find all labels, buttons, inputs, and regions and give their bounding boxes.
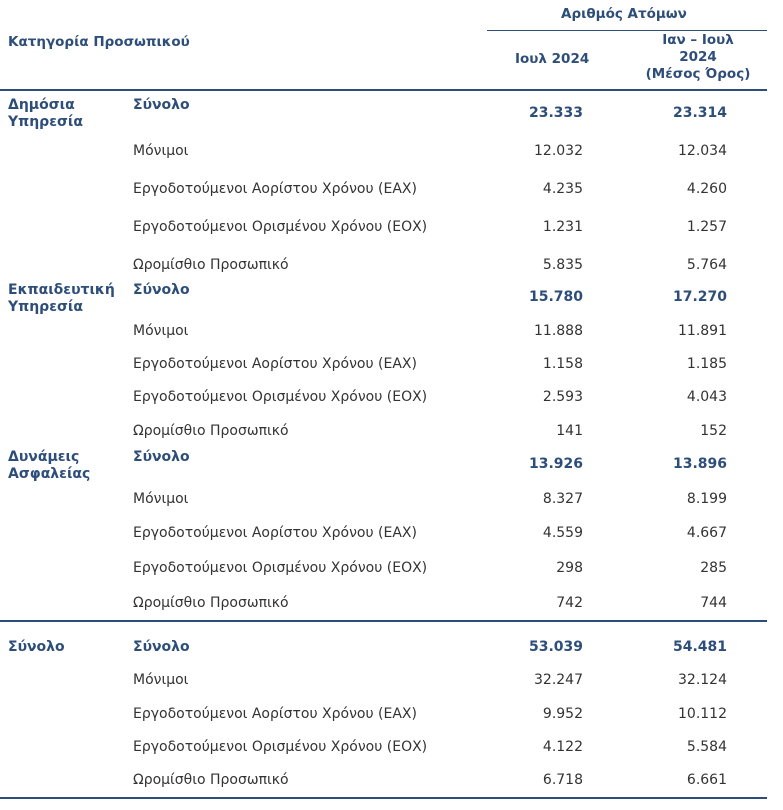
cell-jul: 9.952 — [542, 706, 583, 722]
cell-jul: 4.559 — [542, 525, 583, 541]
cell-jul: 4.122 — [542, 739, 583, 755]
row-label: Εργοδοτούμενοι Αορίστου Χρόνου (ΕΑΧ) — [133, 356, 417, 372]
section-name-public-service — [8, 97, 83, 131]
row-label: Ωρομίσθιο Προσωπικό — [133, 423, 289, 439]
cell-avg: 11.891 — [678, 323, 727, 339]
row-label: Εργοδοτούμενοι Αορίστου Χρόνου (ΕΑΧ) — [133, 525, 417, 541]
cell-jul: 12.032 — [534, 143, 583, 159]
row-label: Ωρομίσθιο Προσωπικό — [133, 772, 289, 788]
cell-jul: 6.718 — [542, 772, 583, 788]
cell-avg: 54.481 — [672, 639, 727, 655]
row-label: Μόνιμοι — [133, 491, 189, 507]
column-header-avg-line1: Ιαν – Ιουλ — [662, 32, 734, 48]
cell-avg: 10.112 — [678, 706, 727, 722]
cell-avg: 6.661 — [686, 772, 727, 788]
cell-avg: 32.124 — [678, 672, 727, 688]
section-name-line1: Εκπαιδευτική — [8, 282, 115, 298]
cell-avg: 5.764 — [686, 257, 727, 273]
cell-jul: 141 — [556, 423, 583, 439]
cell-avg: 4.667 — [686, 525, 727, 541]
header-bottom-rule — [0, 89, 767, 91]
column-header-jul: Ιουλ 2024 — [515, 51, 590, 67]
category-header: Κατηγορία Προσωπικού — [8, 34, 190, 50]
row-label: Σύνολο — [133, 449, 190, 465]
row-label: Μόνιμοι — [133, 672, 189, 688]
section-name-education-service — [8, 282, 115, 316]
cell-jul: 742 — [556, 595, 583, 611]
cell-jul: 53.039 — [528, 639, 583, 655]
cell-jul: 11.888 — [534, 323, 583, 339]
cell-jul: 23.333 — [528, 105, 583, 121]
row-label: Ωρομίσθιο Προσωπικό — [133, 595, 289, 611]
section-name-line1: Σύνολο — [8, 639, 65, 655]
row-label: Εργοδοτούμενοι Αορίστου Χρόνου (ΕΑΧ) — [133, 181, 417, 197]
section-name-security-forces — [8, 449, 90, 483]
cell-avg: 152 — [700, 423, 727, 439]
row-label: Μόνιμοι — [133, 143, 189, 159]
cell-jul: 15.780 — [528, 289, 583, 305]
cell-avg: 1.257 — [686, 219, 727, 235]
cell-jul: 8.327 — [542, 491, 583, 507]
section-name-line2: Υπηρεσία — [8, 114, 83, 130]
cell-jul: 1.158 — [542, 356, 583, 372]
row-label: Εργοδοτούμενοι Ορισμένου Χρόνου (ΕΟΧ) — [133, 219, 428, 235]
table-bottom-rule — [0, 797, 767, 799]
row-label: Μόνιμοι — [133, 323, 189, 339]
cell-avg: 13.896 — [672, 456, 727, 472]
cell-jul: 1.231 — [542, 219, 583, 235]
cell-jul: 13.926 — [528, 456, 583, 472]
cell-avg: 744 — [700, 595, 727, 611]
cell-avg: 17.270 — [672, 289, 727, 305]
cell-avg: 4.260 — [686, 181, 727, 197]
cell-avg: 285 — [700, 560, 727, 576]
row-label: Εργοδοτούμενοι Ορισμένου Χρόνου (ΕΟΧ) — [133, 389, 428, 405]
total-section-rule — [0, 620, 767, 622]
column-header-avg-line3: (Μέσος Όρος) — [645, 66, 751, 82]
section-name-line1: Δημόσια — [8, 97, 75, 113]
row-label: Ωρομίσθιο Προσωπικό — [133, 257, 289, 273]
cell-avg: 12.034 — [678, 143, 727, 159]
column-header-avg — [643, 32, 753, 83]
cell-jul: 5.835 — [542, 257, 583, 273]
row-label: Σύνολο — [133, 639, 190, 655]
cell-jul: 2.593 — [542, 389, 583, 405]
cell-avg: 8.199 — [686, 491, 727, 507]
row-label: Σύνολο — [133, 97, 190, 113]
section-name-line2: Ασφαλείας — [8, 466, 91, 482]
group-header: Αριθμός Ατόμων — [561, 6, 687, 22]
row-label: Σύνολο — [133, 282, 190, 298]
cell-avg: 4.043 — [686, 389, 727, 405]
cell-jul: 4.235 — [542, 181, 583, 197]
row-label: Εργοδοτούμενοι Αορίστου Χρόνου (ΕΑΧ) — [133, 706, 417, 722]
group-header-rule — [487, 30, 767, 31]
cell-avg: 5.584 — [686, 739, 727, 755]
section-name-line1: Δυνάμεις — [8, 449, 80, 465]
row-label: Εργοδοτούμενοι Ορισμένου Χρόνου (ΕΟΧ) — [133, 739, 428, 755]
section-name-total — [8, 639, 65, 656]
section-name-line2: Υπηρεσία — [8, 299, 83, 315]
cell-jul: 298 — [556, 560, 583, 576]
column-header-avg-line2: 2024 — [679, 49, 717, 65]
cell-avg: 1.185 — [686, 356, 727, 372]
row-label: Εργοδοτούμενοι Ορισμένου Χρόνου (ΕΟΧ) — [133, 560, 428, 576]
cell-jul: 32.247 — [534, 672, 583, 688]
cell-avg: 23.314 — [672, 105, 727, 121]
